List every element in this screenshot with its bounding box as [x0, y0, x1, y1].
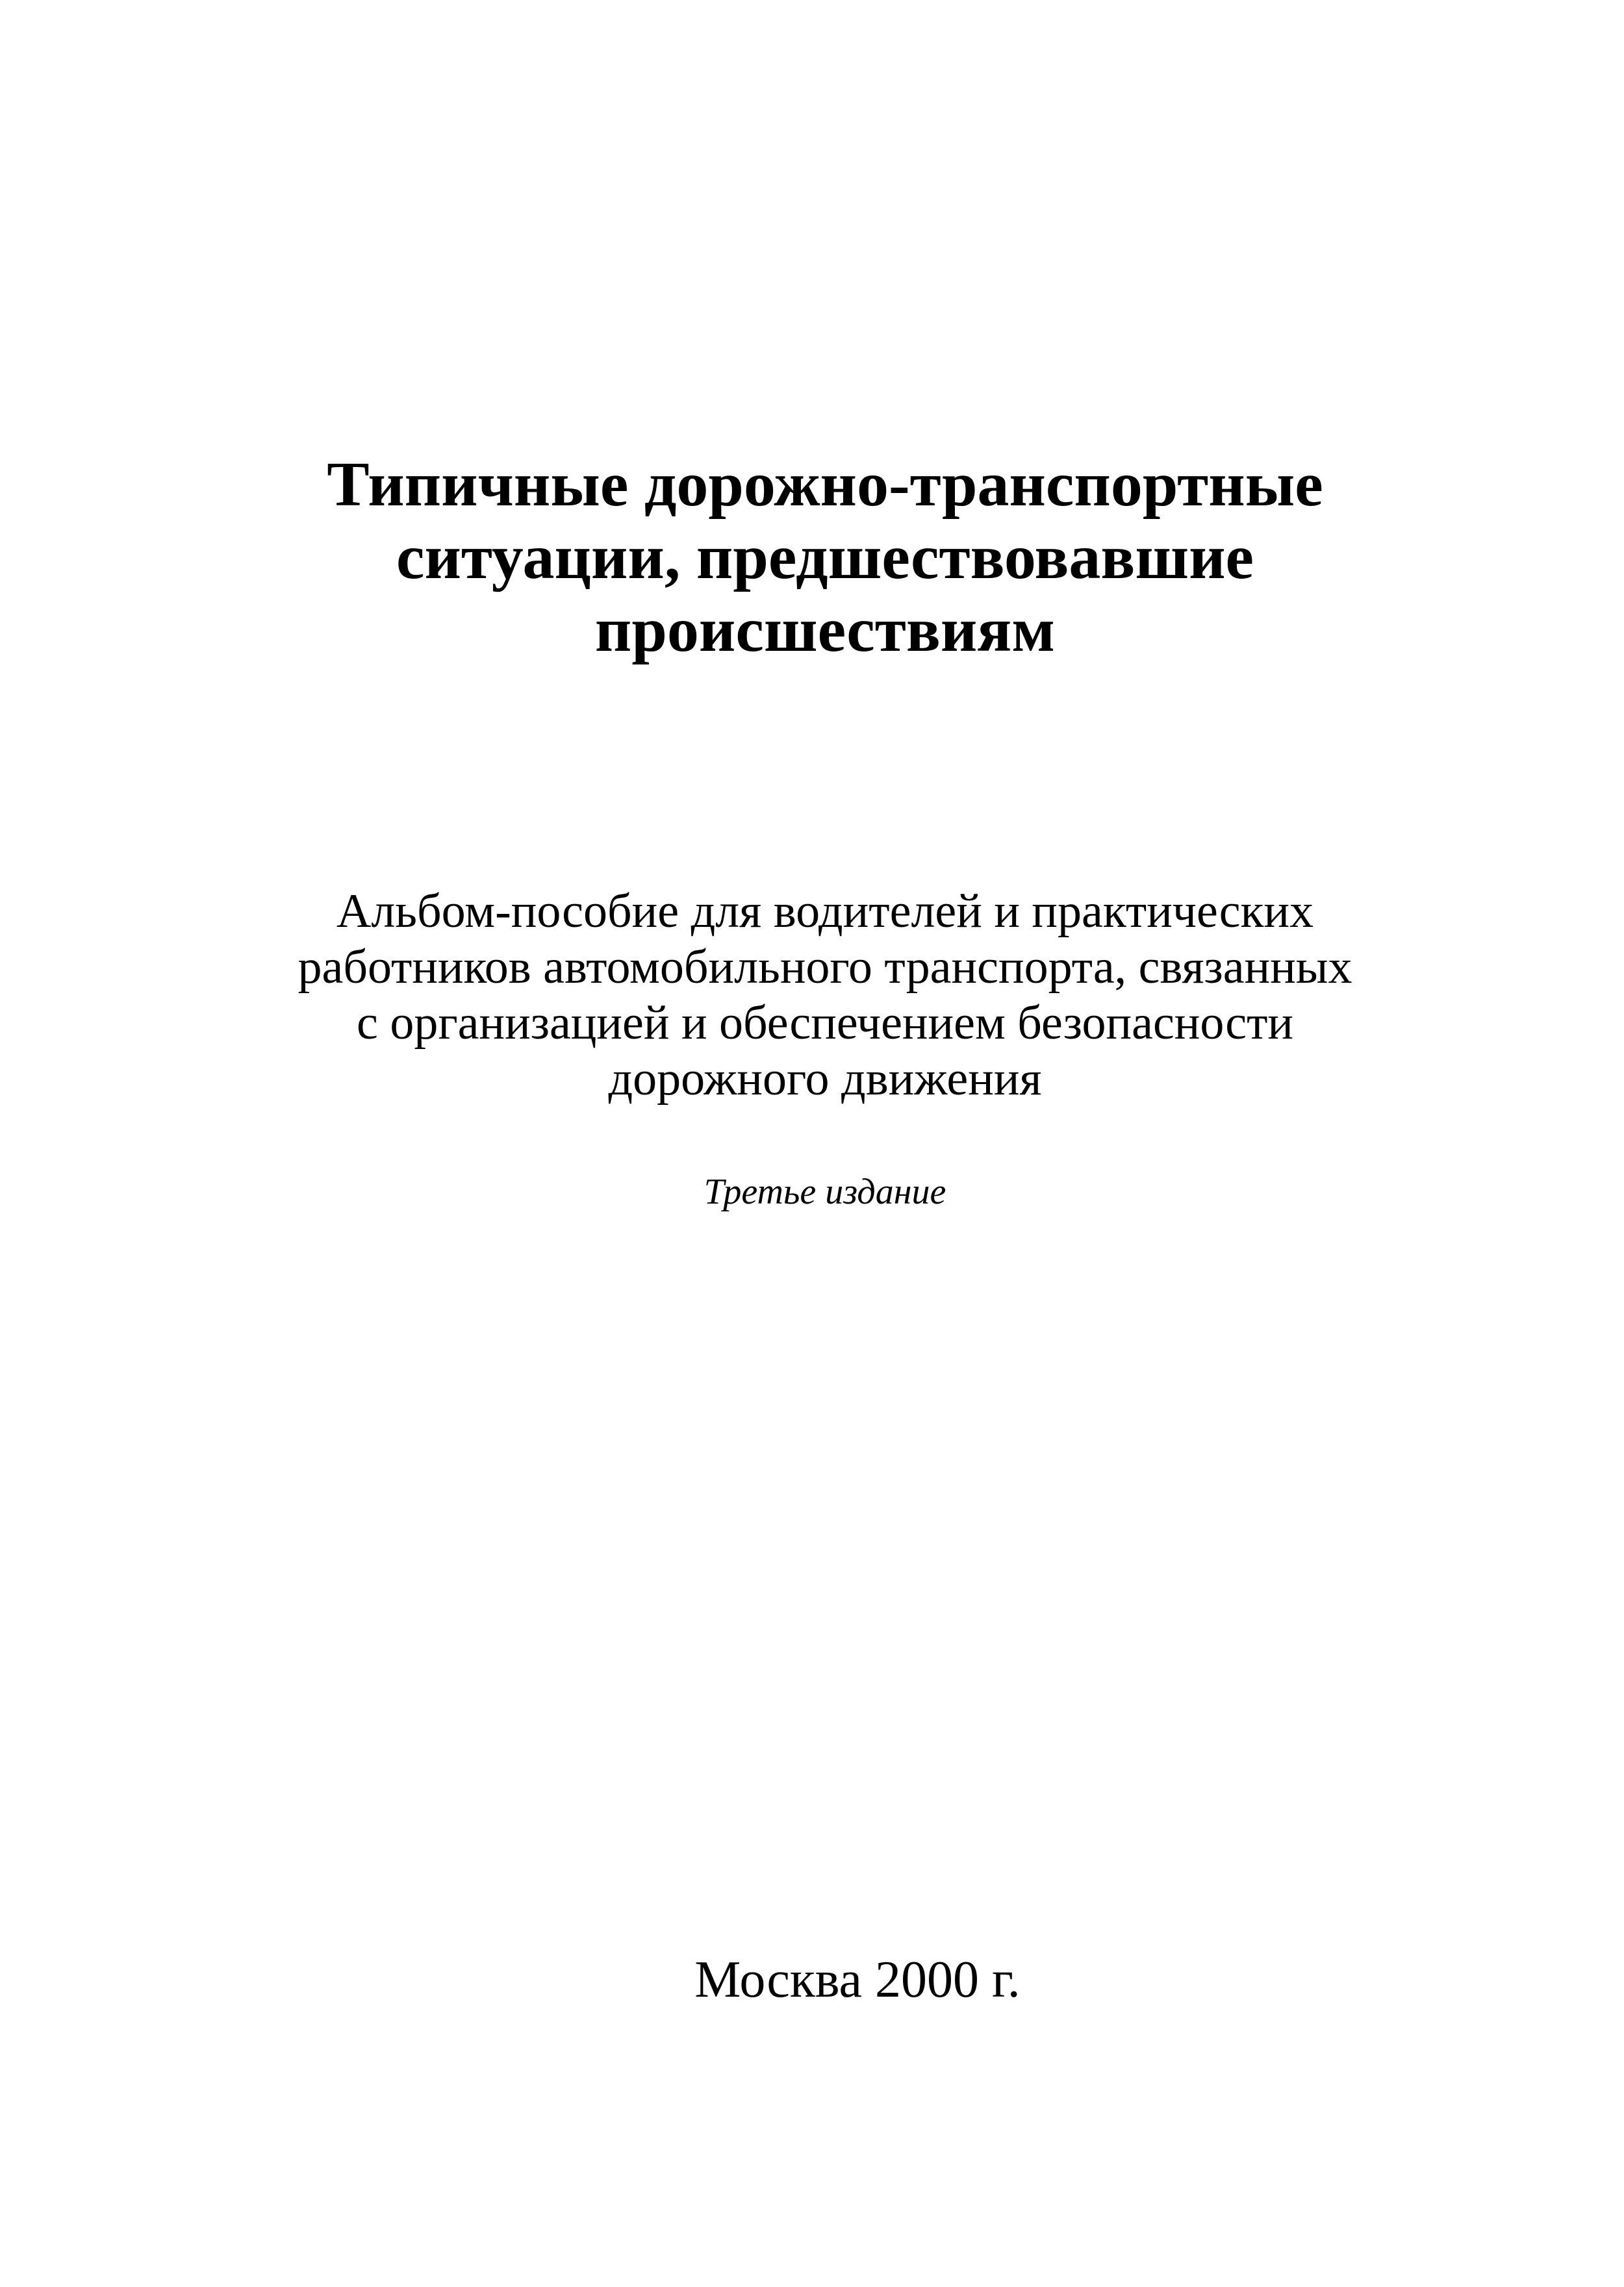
edition-note: Третье издание [704, 1172, 946, 1212]
subtitle-line: с организацией и обеспечением безопасности [356, 996, 1294, 1050]
title-line: ситуации, предшествовавшие [396, 522, 1254, 592]
imprint-place-year: Москва 2000 г. [694, 1951, 1021, 2008]
document-subtitle [0, 883, 1624, 1107]
subtitle-line: Альбом-пособие для водителей и практических [336, 885, 1314, 938]
subtitle-line: работников автомобильного транспорта, связанных [298, 941, 1352, 994]
subtitle-line: дорожного движения [608, 1052, 1042, 1106]
title-line: происшествиям [594, 595, 1056, 665]
document-title [0, 448, 1624, 666]
title-line: Типичные дорожно-транспортные [327, 449, 1323, 520]
